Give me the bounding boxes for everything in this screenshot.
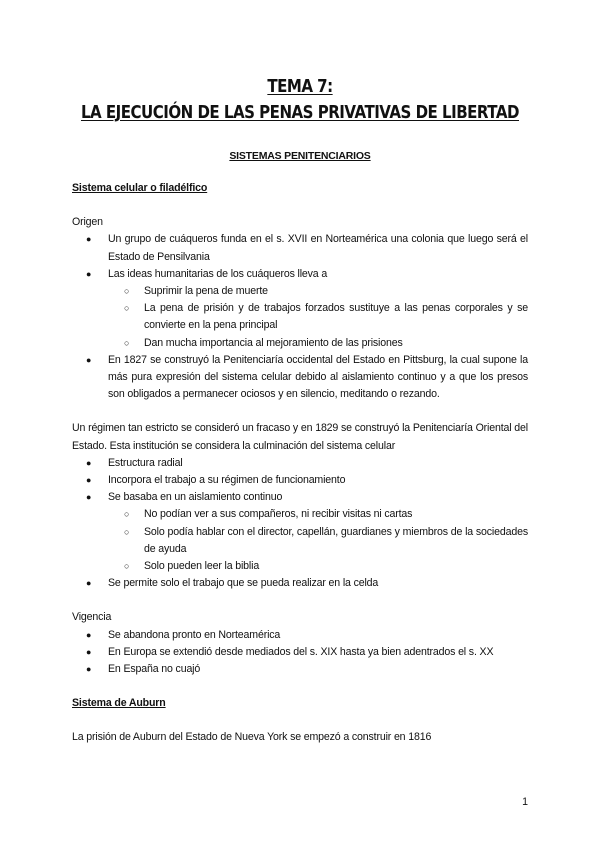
vigencia-list: [72, 627, 528, 679]
list-item: ○ Solo pueden leer la biblia: [72, 558, 528, 575]
circle-bullet-icon: ○: [124, 337, 130, 348]
aislamiento-sublist: [108, 506, 528, 575]
circle-bullet-icon: ○: [124, 526, 130, 537]
list-item: ● Se abandona pronto en Norteamérica: [72, 627, 528, 644]
title-line-1: TEMA 7:: [267, 77, 333, 97]
ideas-sublist: [108, 283, 528, 352]
bullet-icon: ●: [86, 646, 92, 657]
list-item: ● En España no cuajó: [72, 661, 528, 678]
list-item: ● En Europa se extendió desde mediados del s. XIX hasta ya bien adentrados el s. XX: [72, 644, 528, 661]
circle-bullet-icon: ○: [124, 561, 130, 572]
bullet-icon: ●: [86, 578, 92, 589]
page-number: 1: [522, 796, 528, 808]
list-item: ● Un grupo de cuáqueros funda en el s. XVII en Norteamérica una colonia que luego será el Estado de Pensilvania: [86, 233, 528, 263]
bullet-icon: ●: [86, 475, 92, 486]
subtitle: SISTEMAS PENITENCIARIOS: [229, 150, 371, 162]
list-item: ● Incorpora el trabajo a su régimen de funcionamiento: [72, 472, 528, 489]
list-item: ● En 1827 se construyó la Penitenciaría occidental del Estado en Pittsburg, la cual supone la más pura expresión del sistema celular debido al aislamiento continuo y a que los presos son obligados a permanecer ociosos y en silencio, meditando o rezando.: [86, 353, 528, 401]
regimen-list: [72, 455, 528, 593]
bullet-icon: ●: [86, 492, 92, 503]
circle-bullet-icon: ○: [124, 286, 130, 297]
list-item: ○ Dan mucha importancia al mejoramiento de las prisiones: [72, 335, 528, 352]
origen-label: Origen: [72, 216, 103, 229]
section-heading-auburn: Sistema de Auburn: [72, 697, 166, 710]
list-item: ● Se basaba en un aislamiento continuo ○ No podían ver a sus compañeros, ni recibir visitas ni cartas ○ Solo podía hablar con el director, capellán, guardianes y miembros de la sociedades de ayuda ○ Solo pueden leer la biblia: [72, 489, 528, 575]
list-item: ○ Solo podía hablar con el director, capellán, guardianes y miembros de la sociedades de ayuda: [124, 525, 528, 555]
origen-list: [72, 231, 528, 403]
title-line-2: LA EJECUCIÓN DE LAS PENAS PRIVATIVAS DE LIBERTAD: [80, 103, 520, 123]
circle-bullet-icon: ○: [124, 303, 130, 314]
list-item: ● Estructura radial: [72, 455, 528, 472]
list-item: ○ Suprimir la pena de muerte: [72, 283, 528, 300]
list-item: ● Las ideas humanitarias de los cuáqueros lleva a ○ Suprimir la pena de muerte ○ La pena de prisión y de trabajos forzados sustituye a las penas corporales y se convierte en la pena principal ○ Dan mucha importancia al mejoramiento de las prisiones: [72, 266, 528, 352]
paragraph-auburn: La prisión de Auburn del Estado de Nueva York se empezó a construir en 1816: [72, 731, 432, 744]
bullet-icon: ●: [86, 354, 92, 365]
content: [72, 180, 528, 747]
section-heading-celular: Sistema celular o filadélfico: [72, 182, 208, 194]
title-block: [0, 74, 600, 126]
circle-bullet-icon: ○: [124, 509, 130, 520]
bullet-icon: ●: [86, 629, 92, 640]
bullet-icon: ●: [86, 268, 92, 279]
bullet-icon: ●: [86, 457, 92, 468]
paragraph-penitenciaria-oriental: Un régimen tan estricto se consideró un fracaso y en 1829 se construyó la Penitenciaría Oriental del Estado. Esta institución se considera la culminación del sistema celular: [72, 422, 528, 452]
list-item: ○ La pena de prisión y de trabajos forzados sustituye a las penas corporales y se convierte en la pena principal: [124, 302, 528, 332]
list-item: ○ No podían ver a sus compañeros, ni recibir visitas ni cartas: [72, 506, 528, 523]
bullet-icon: ●: [86, 664, 92, 675]
vigencia-label: Vigencia: [72, 611, 112, 624]
bullet-icon: ●: [86, 234, 92, 245]
list-item: ● Se permite solo el trabajo que se pueda realizar en la celda: [72, 575, 528, 592]
